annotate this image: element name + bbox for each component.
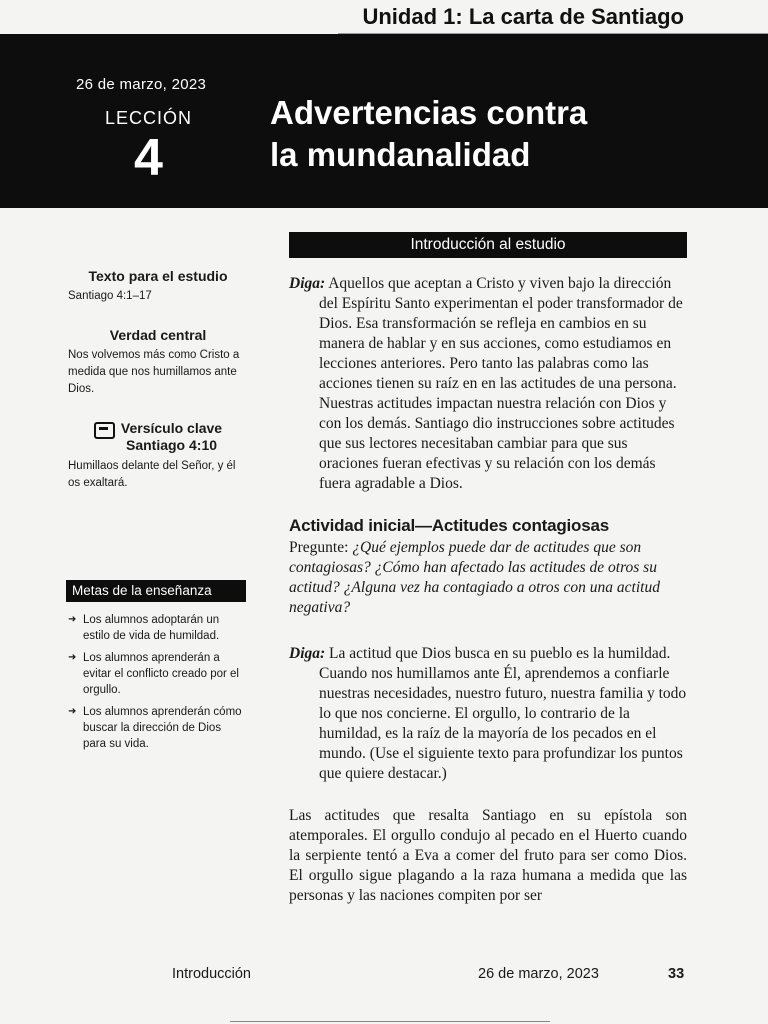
scan-rule (230, 1021, 550, 1022)
key-verse-label: Versículo clave (120, 420, 223, 436)
book-icon (94, 422, 115, 439)
goal-item: ➜ Los alumnos adoptarán un estilo de vida de humildad. (68, 614, 220, 642)
unit-header: Unidad 1: La carta de Santiago (362, 4, 684, 29)
ask-label: Pregunte: (289, 539, 349, 556)
ask-paragraph (289, 538, 687, 618)
lesson-banner (0, 34, 768, 208)
central-truth-block (68, 327, 248, 398)
ask-text: ¿Qué ejemplos puede dar de actitudes que son contagiosas? ¿Cómo han afectado las actitudes de otros su actitud? ¿Alguna vez ha contagiado a otros con una actitud negativa? (289, 539, 660, 616)
study-text-block (68, 268, 248, 305)
footer-date: 26 de marzo, 2023 (478, 966, 599, 982)
main-content (289, 232, 687, 906)
say-paragraph-2 (289, 644, 687, 784)
say-label: Diga: (289, 645, 326, 662)
body-paragraph: Las actitudes que resalta Santiago en su epístola son atemporales. El orgullo condujo al pecado en el Huerto cuando la serpiente tentó a Eva a comer del fruto para ser como Dios. El orgullo sigue plagando a la raza humana a medida que las personas y las naciones compiten por ser (289, 807, 687, 904)
say-text: La actitud que Dios busca en su pueblo es la humildad. Cuando nos humillamos ante Él, aprendemos a confiarle nuestras necesidades, nuestro futuro, nuestra familia y todo lo que nos concierne. El orgullo, lo contrario de la humildad, es la raíz de la mayoría de los pecados en el mundo. (Use el siguiente texto para profundizar los puntos que quiere destacar.) (319, 645, 687, 782)
goal-item: ➜ Los alumnos aprenderán a evitar el conflicto creado por el orgullo. (68, 652, 239, 696)
lesson-title (270, 92, 690, 176)
footer-section: Introducción (172, 966, 251, 982)
key-verse-text: Humillaos delante del Señor, y él os exaltará. (68, 460, 236, 489)
intro-heading: Introducción al estudio (289, 232, 687, 258)
lesson-title-line-2: la mundanalidad (270, 136, 531, 173)
page-number: 33 (668, 966, 685, 982)
arrow-icon: ➜ (68, 706, 77, 717)
key-verse-heading (68, 420, 248, 454)
arrow-icon: ➜ (68, 614, 77, 625)
key-verse-reference: Santiago 4:10 (125, 437, 218, 453)
study-text-heading: Texto para el estudio (88, 268, 228, 284)
lesson-number: 4 (134, 129, 163, 187)
central-truth-text: Nos volvemos más como Cristo a medida que nos humillamos ante Dios. (68, 349, 240, 395)
goal-item: ➜ Los alumnos aprenderán cómo buscar la dirección de Dios para su vida. (68, 706, 242, 750)
sidebar (68, 268, 248, 510)
activity-heading: Actividad inicial—Actitudes contagiosas (289, 516, 609, 535)
study-text-reference: Santiago 4:1–17 (68, 290, 152, 302)
lesson-title-line-1: Advertencias contra (270, 94, 588, 131)
arrow-icon: ➜ (68, 652, 77, 663)
say-text: Aquellos que aceptan a Cristo y viven bajo la dirección del Espíritu Santo experimentan el poder transformador de Dios. Esa transformación se refleja en cambios en su manera de hablar y en sus acciones, como estudiamos en lecciones anteriores. Pero tanto las palabras como las acciones tienen su raíz en en las actitudes de una persona. Nuestras actitudes impactan nuestra relación con Dios y con los demás. Santiago dio instrucciones sobre actitudes que sus lectores necesitaban cambiar para que sus oraciones fueran efectivas y su relación con los demás fuera agradable a Dios. (319, 275, 683, 492)
goals-heading: Metas de la enseñanza (66, 580, 246, 602)
lesson-date: 26 de marzo, 2023 (76, 76, 207, 93)
say-paragraph-1 (289, 274, 687, 494)
lesson-label: LECCIÓN (105, 108, 193, 128)
key-verse-block (68, 420, 248, 492)
say-label: Diga: (289, 275, 326, 292)
goals-list (66, 612, 246, 758)
central-truth-heading: Verdad central (109, 327, 207, 343)
